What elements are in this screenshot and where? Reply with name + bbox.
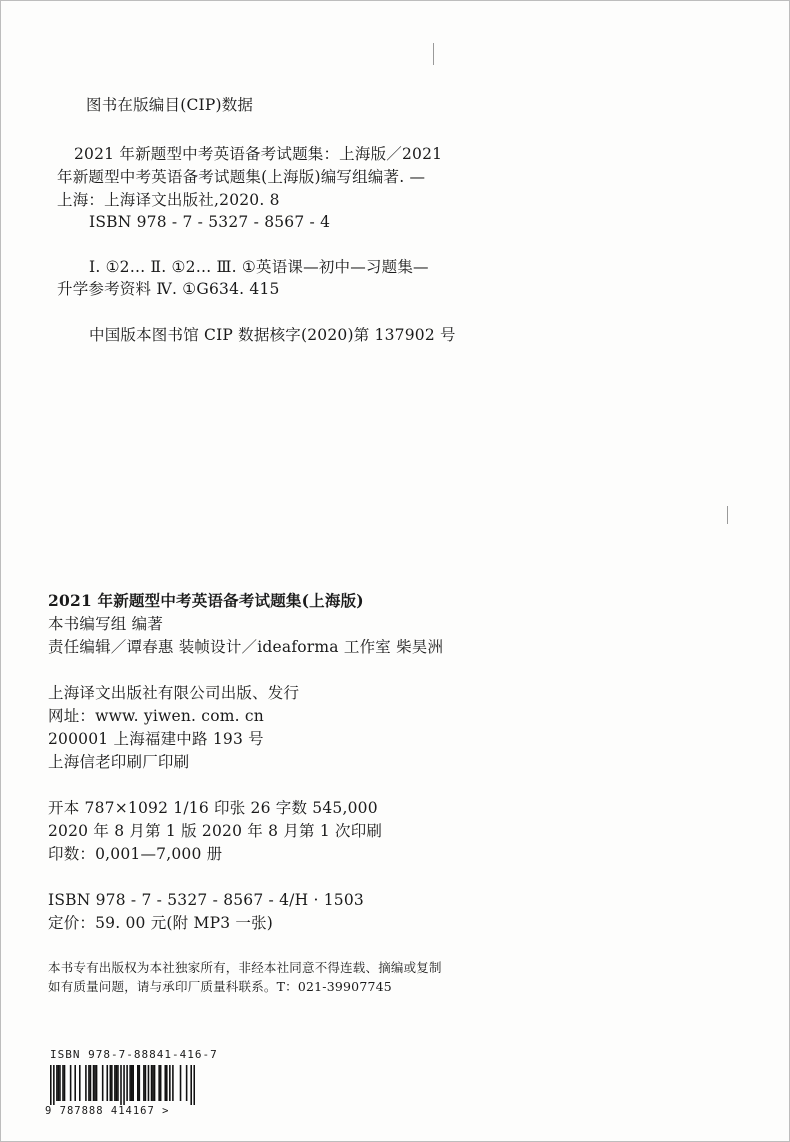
price-line: 定价：59. 00 元(附 MP3 一张): [48, 914, 274, 932]
barcode-bar: [158, 1065, 160, 1101]
barcode-bar: [114, 1065, 116, 1101]
edition-line: 2020 年 8 月第 1 版 2020 年 8 月第 1 次印刷: [48, 822, 383, 840]
barcode-bar: [166, 1065, 168, 1101]
barcode-bar: [117, 1065, 119, 1101]
barcode-bar: [132, 1065, 134, 1101]
cip-line: 2021 年新题型中考英语备考试题集：上海版／2021: [74, 145, 443, 163]
format-line: 开本 787×1092 1/16 印张 26 字数 545,000: [48, 799, 378, 817]
barcode-bar: [111, 1065, 113, 1101]
barcode-bar: [79, 1065, 81, 1101]
barcode-bar: [160, 1065, 162, 1101]
barcode-isbn-label: ISBN 978-7-88841-416-7: [50, 1048, 218, 1061]
barcode-bar: [131, 1065, 133, 1101]
barcode-bar: [126, 1065, 128, 1101]
barcode-bar: [53, 1065, 55, 1105]
barcode-bar: [152, 1065, 154, 1101]
website-line: 网址：www. yiwen. com. cn: [48, 707, 264, 725]
barcode-bar: [148, 1065, 150, 1101]
publisher-line: 上海译文出版社有限公司出版、发行: [48, 684, 300, 702]
cip-heading: 图书在版编目(CIP)数据: [86, 96, 254, 114]
scan-speck: [727, 506, 728, 524]
barcode-bar: [102, 1065, 104, 1101]
barcode-bar: [137, 1065, 139, 1101]
barcode-bar: [151, 1065, 153, 1101]
address-line: 200001 上海福建中路 193 号: [48, 730, 264, 748]
barcode-bar: [56, 1065, 58, 1101]
barcode-bar: [123, 1065, 125, 1105]
barcode-bar: [154, 1065, 156, 1101]
scan-speck: [433, 43, 434, 65]
barcode-bar: [164, 1065, 166, 1101]
barcode-bar: [94, 1065, 96, 1101]
barcode-bar: [139, 1065, 141, 1101]
barcode-bar: [50, 1065, 52, 1105]
barcode-bar: [116, 1065, 118, 1101]
barcode-bar: [106, 1065, 108, 1101]
barcode-bar: [58, 1065, 60, 1101]
print-run-line: 印数：0,001—7,000 册: [48, 845, 223, 863]
barcode-bar: [59, 1065, 61, 1101]
barcode-bar: [120, 1065, 122, 1105]
barcode-bar: [180, 1065, 182, 1101]
cip-line: ISBN 978 - 7 - 5327 - 8567 - 4: [89, 213, 331, 231]
barcode-bar: [193, 1065, 195, 1105]
barcode-bar: [64, 1065, 66, 1101]
printer-line: 上海信老印刷厂印刷: [48, 753, 190, 771]
barcode-bar: [85, 1065, 87, 1101]
isbn-line: ISBN 978 - 7 - 5327 - 8567 - 4/H · 1503: [48, 891, 364, 909]
barcode-bar: [93, 1065, 95, 1101]
barcode-bar: [145, 1065, 147, 1101]
barcode-bar: [110, 1065, 112, 1101]
barcode-bar: [62, 1065, 64, 1101]
barcode-bar: [90, 1065, 92, 1101]
barcode-bar: [129, 1065, 131, 1101]
cip-line: 上海：上海译文出版社,2020. 8: [57, 191, 280, 209]
book-title: 2021 年新题型中考英语备考试题集(上海版): [48, 591, 364, 610]
barcode-bar: [70, 1065, 72, 1101]
barcode-image: [50, 1065, 195, 1105]
barcode-digits: 9 787888 414167 >: [45, 1105, 170, 1117]
author-line: 本书编写组 编著: [48, 615, 164, 633]
cip-line: 中国版本图书馆 CIP 数据核字(2020)第 137902 号: [89, 326, 456, 344]
barcode-bar: [169, 1065, 171, 1101]
barcode-bar: [88, 1065, 90, 1101]
credits-line: 责任编辑／谭春惠 装帧设计／ideaforma 工作室 柴昊洲: [48, 638, 444, 656]
barcode-bar: [96, 1065, 98, 1101]
barcode-bar: [190, 1065, 192, 1105]
cip-line: 年新题型中考英语备考试题集(上海版)编写组编著. —: [57, 168, 426, 186]
barcode-bar: [172, 1065, 174, 1101]
cip-line: 升学参考资料 Ⅳ. ①G634. 415: [57, 280, 280, 298]
barcode-bar: [74, 1065, 76, 1101]
cip-line: Ⅰ. ①2… Ⅱ. ①2… Ⅲ. ①英语课—初中—习题集—: [89, 258, 429, 276]
barcode-bar: [186, 1065, 188, 1101]
notice-line: 本书专有出版权为本社独家所有，非经本社同意不得连载、摘编或复制: [48, 960, 442, 975]
notice-line: 如有质量问题，请与承印厂质量科联系。T：021-39907745: [48, 979, 392, 994]
barcode-bar: [143, 1065, 145, 1101]
